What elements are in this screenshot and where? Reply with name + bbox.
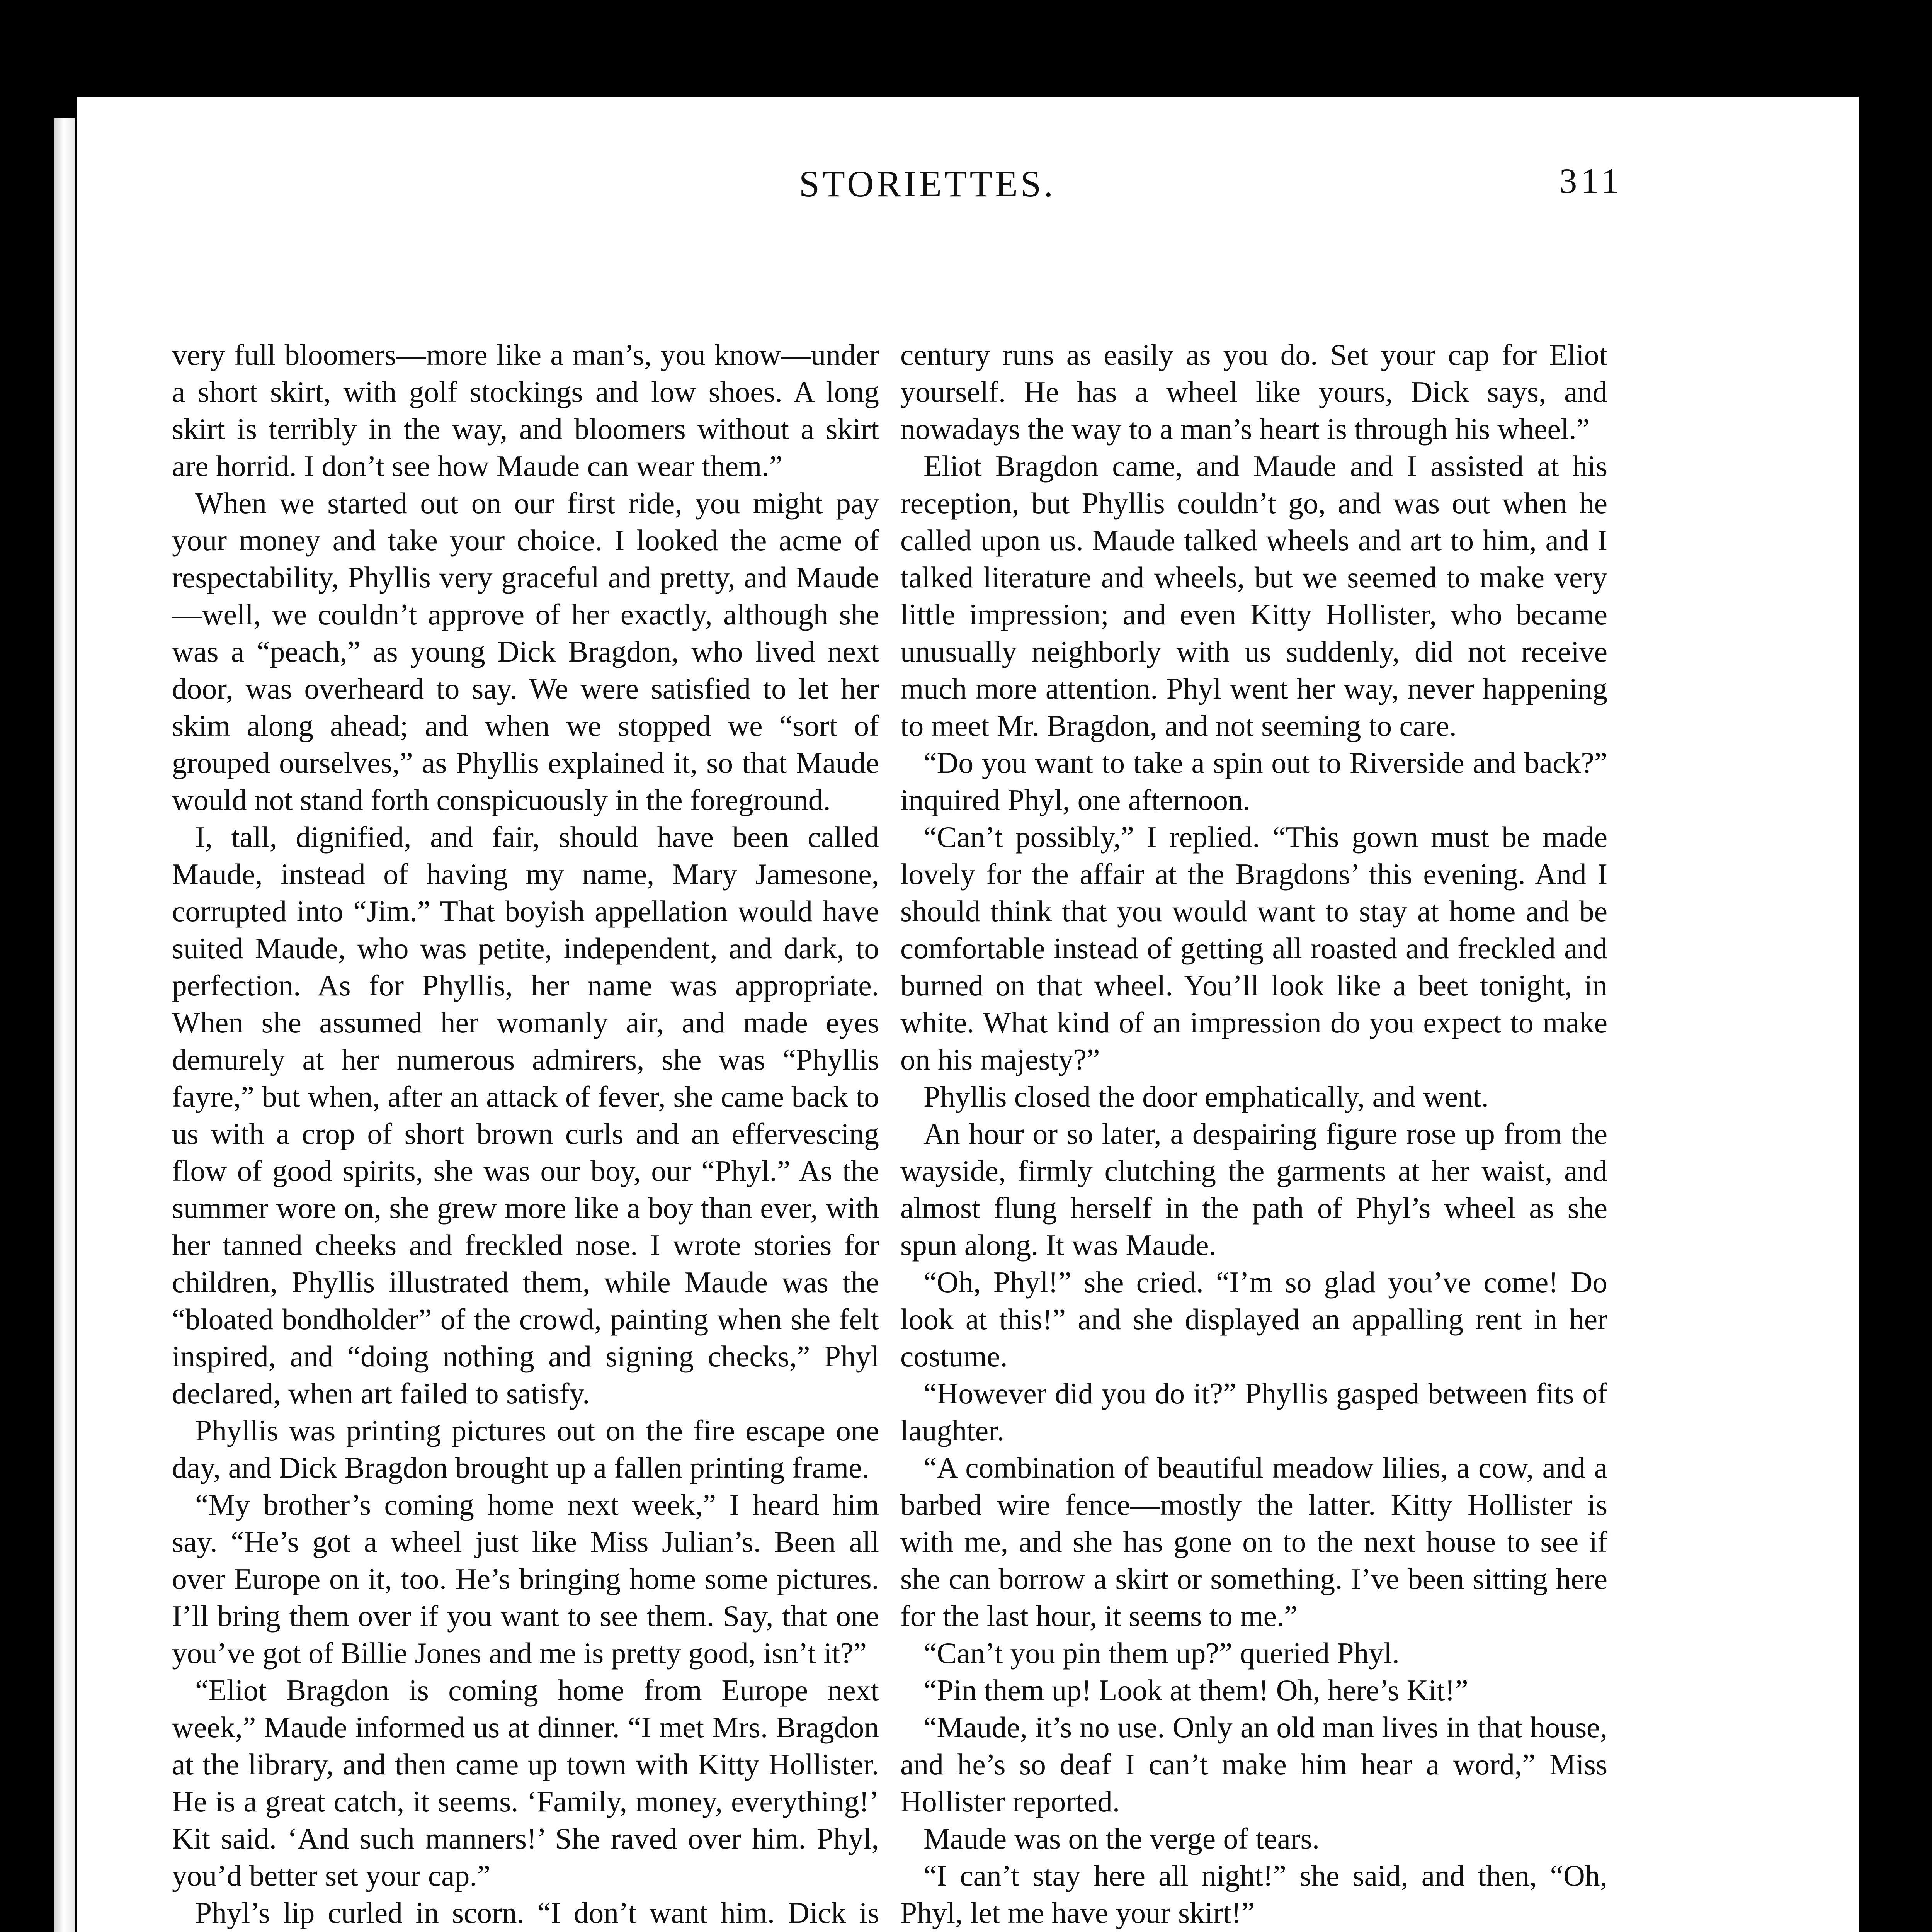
- paragraph: I, tall, dignified, and fair, should have been called Maude, instead of having my name, Mary Jamesone, corrupted into “Jim.” That boyish appellation would have suited Maude, who was petite, independent, and dark, to perfection. As for Phyllis, her name was appropriate. When she assumed her womanly air, and made eyes demurely at her numerous admirers, she was “Phyllis fayre,” but when, after an attack of fever, she came back to us with a crop of short brown curls and an effervescing flow of good spirits, she was our boy, our “Phyl.” As the summer wore on, she grew more like a boy than ever, with her tanned cheeks and freckled nose. I wrote stories for children, Phyllis illustrated them, while Maude was the “bloated bondholder” of the crowd, painting when she felt inspired, and “doing nothing and signing checks,” Phyl declared, when art failed to satisfy.: [172, 820, 879, 1410]
- paragraph: “Maude, it’s no use. Only an old man lives in that house, and he’s so deaf I can’t make him hear a word,” Miss Hollister reported.: [900, 1711, 1607, 1818]
- paragraph: Eliot Bragdon came, and Maude and I assisted at his reception, but Phyllis couldn’t go, and was out when he called upon us. Maude talked wheels and art to him, and I talked literature and wheels, but we seemed to make very little impression; and even Kitty Hollister, who became unusually neighborly with us suddenly, did not receive much more attention. Phyl went her way, never happening to meet Mr. Bragdon, and not seeming to care.: [900, 449, 1607, 742]
- paragraph: Phyllis was printing pictures out on the fire escape one day, and Dick Bragdon brought up a fallen printing frame.: [172, 1414, 879, 1484]
- right-text-column: [900, 336, 1607, 1932]
- paragraph: When we started out on our first ride, you might pay your money and take your choice. I looked the acme of respectability, Phyllis very graceful and pretty, and Maude—well, we couldn’t approve of her exactly, although she was a “peach,” as young Dick Bragdon, who lived next door, was overheard to say. We were satisfied to let her skim along ahead; and when we stopped we “sort of grouped ourselves,” as Phyllis explained it, so that Maude would not stand forth conspicuously in the foreground.: [172, 486, 879, 816]
- paragraph: Phyl’s lip curled in scorn. “I don’t want him. Dick is: [195, 1896, 879, 1929]
- page-edge-shadow: [54, 118, 75, 1932]
- paragraph: An hour or so later, a despairing figure rose up from the wayside, firmly clutching the garments at her waist, and almost flung herself in the path of Phyl’s wheel as she spun along. It was Maude.: [900, 1117, 1607, 1262]
- paragraph: “Can’t you pin them up?” queried Phyl.: [923, 1636, 1400, 1670]
- paragraph: Phyllis closed the door emphatically, and went.: [923, 1080, 1489, 1113]
- paragraph: “A combination of beautiful meadow lilies, a cow, and a barbed wire fence—mostly the latter. Kitty Hollister is with me, and she has gone on to the next house to see if she can borrow a skirt or something. I’ve been sitting here for the last hour, it seems to me.”: [900, 1451, 1607, 1633]
- left-text-column: [172, 336, 879, 1932]
- paragraph: very full bloomers—more like a man’s, you know—under a short skirt, with golf stockings and low shoes. A long skirt is terribly in the way, and bloomers without a skirt are horrid. I don’t see how Maude can wear them.”: [172, 338, 879, 483]
- paragraph: “Eliot Bragdon is coming home from Europe next week,” Maude informed us at dinner. “I met Mrs. Bragdon at the library, and then came up town with Kitty Hollister. He is a great catch, it seems. ‘Family, money, everything!’ Kit said. ‘And such manners!’ She raved over him. Phyl, you’d better set your cap.”: [172, 1673, 879, 1892]
- page-number: 311: [1559, 161, 1623, 201]
- paragraph: “My brother’s coming home next week,” I heard him say. “He’s got a wheel just like Miss Julian’s. Been all over Europe on it, too. He’s bringing home some pictures. I’ll bring them over if you want to see them. Say, that one you’ve got of Billie Jones and me is pretty good, isn’t it?”: [172, 1488, 879, 1670]
- paragraph: “However did you do it?” Phyllis gasped between fits of laughter.: [900, 1377, 1607, 1447]
- paragraph: “Pin them up! Look at them! Oh, here’s Kit!”: [923, 1673, 1468, 1707]
- running-title: STORIETTES.: [799, 163, 1056, 204]
- paragraph: “I can’t stay here all night!” she said, and then, “Oh, Phyl, let me have your skirt!”: [900, 1859, 1607, 1929]
- paragraph: “Can’t possibly,” I replied. “This gown must be made lovely for the affair at the Bragdons’ this evening. And I should think that you would want to stay at home and be comfortable instead of getting all roasted and freckled and burned on that wheel. You’ll look like a beet tonight, in white. What kind of an impression do you expect to make on his majesty?”: [900, 820, 1607, 1076]
- paragraph: “Do you want to take a spin out to Riverside and back?” inquired Phyl, one afternoon.: [900, 746, 1607, 816]
- paragraph: Maude was on the verge of tears.: [923, 1822, 1320, 1855]
- paragraph: century runs as easily as you do. Set your cap for Eliot yourself. He has a wheel like yours, Dick says, and nowadays the way to a man’s heart is through his wheel.”: [900, 338, 1607, 446]
- paragraph: “Oh, Phyl!” she cried. “I’m so glad you’ve come! Do look at this!” and she displayed an appalling rent in her costume.: [900, 1265, 1607, 1373]
